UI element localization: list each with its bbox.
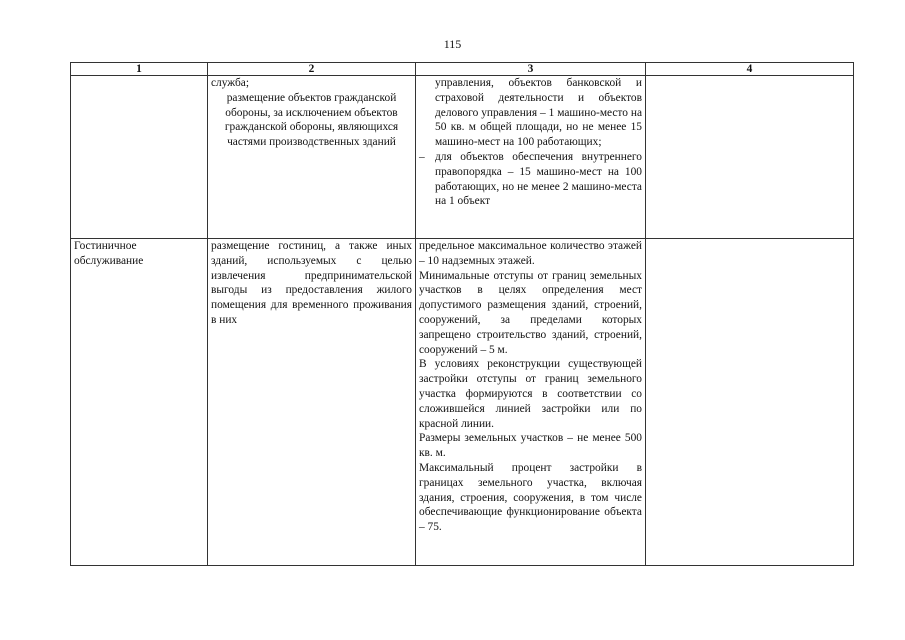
row2-col3-para: Размеры земельных участков – не менее 500 кв. м. <box>419 432 642 460</box>
column-header-1: 1 <box>71 63 208 76</box>
dash-marker: – <box>419 150 425 163</box>
row1-col3-cell <box>416 76 646 239</box>
row2-col1-cell: Гостиничное обслуживание <box>71 239 208 566</box>
page-number: 115 <box>443 37 462 51</box>
column-header-3: 3 <box>416 63 646 76</box>
row1-col1-cell <box>71 76 208 239</box>
table-row <box>71 239 854 566</box>
row1-col3-dash-text: для объектов обеспечения внутреннего правопорядка – 15 машино-мест на 100 работающих, но не менее 2 машино-места на 1 объект <box>435 150 642 208</box>
regulations-table <box>70 62 854 566</box>
row2-col3-para: В условиях реконструкции существующей застройки отступы от границ земельного участка формируются в соответствии со сложившейся линией застройки или по красной линии. <box>419 358 642 430</box>
row1-col3-dash-item <box>419 150 642 209</box>
column-header-2: 2 <box>208 63 416 76</box>
row2-col2-cell: размещение гостиниц, а также иных зданий, используемых с целью извлечения предпринимательской выгоды из предоставления жилого помещения для временного проживания в них <box>208 239 416 566</box>
row2-col3-para: предельное максимальное количество этажей – 10 надземных этажей. <box>419 240 642 267</box>
row1-col2-para: размещение объектов гражданской обороны, за исключением объектов гражданской обороны, являющихся частями производственных зданий <box>224 91 399 149</box>
row2-col3-cell <box>416 239 646 566</box>
table-header-row <box>71 63 854 76</box>
row1-col2-cell <box>208 76 416 239</box>
row2-col3-para: Максимальный процент застройки в границах земельного участка, включая здания, строения, сооружения, в том числе обеспечивающие функционирование объекта – 75. <box>419 461 642 534</box>
table-row <box>71 76 854 239</box>
row2-col4-cell <box>646 239 854 566</box>
row2-col3-para: Минимальные отступы от границ земельных участков в целях определения мест допустимого размещения зданий, строений, сооружений, за пределами которых запрещено строительство зданий, строений, сооружений – 5 м. <box>419 269 642 356</box>
row1-col4-cell <box>646 76 854 239</box>
column-header-4: 4 <box>646 63 854 76</box>
row1-col2-para: служба; <box>211 77 250 89</box>
row1-col3-lead: управления, объектов банковской и страховой деятельности и объектов делового управления – 1 машино-место на 50 кв. м общей площади, но не менее 15 машино-мест на 100 работающих; <box>435 77 642 149</box>
